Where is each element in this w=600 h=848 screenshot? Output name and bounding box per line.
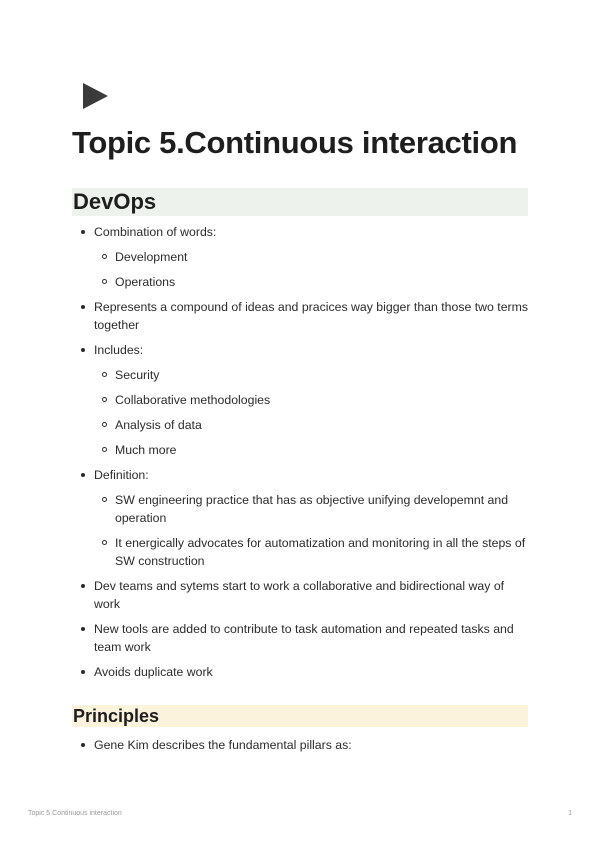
list-item-text: Definition: xyxy=(94,468,149,482)
section-heading-principles: Principles xyxy=(72,705,528,727)
sub-list-item: Development xyxy=(94,248,532,266)
play-triangle-icon xyxy=(80,82,110,110)
list-item-text: Dev teams and sytems start to work a collaborative and bidirectional way of work xyxy=(94,579,505,611)
list-item xyxy=(72,736,532,754)
list-item xyxy=(72,466,532,570)
list-item xyxy=(72,620,532,656)
sub-list-item: Operations xyxy=(94,273,532,291)
principles-list xyxy=(72,736,532,754)
list-item xyxy=(72,223,532,291)
page-number: 1 xyxy=(568,810,572,817)
sub-list-item: Security xyxy=(94,366,532,384)
sub-list-item: Collaborative methodologies xyxy=(94,391,532,409)
sub-list xyxy=(94,491,532,570)
list-item-text: Avoids duplicate work xyxy=(94,665,213,679)
list-item-text: Combination of words: xyxy=(94,225,217,239)
sub-list-item: It energically advocates for automatization and monitoring in all the steps of SW construction xyxy=(94,534,532,570)
page-title: Topic 5.Continuous interaction xyxy=(72,125,518,160)
section-heading-devops: DevOps xyxy=(72,188,528,216)
list-item xyxy=(72,298,532,334)
sub-list-item: Analysis of data xyxy=(94,416,532,434)
list-item-text: Includes: xyxy=(94,343,144,357)
list-item-text: Gene Kim describes the fundamental pillars as: xyxy=(94,738,352,752)
list-item xyxy=(72,577,532,613)
list-item xyxy=(72,663,532,681)
list-item-text: New tools are added to contribute to task automation and repeated tasks and team work xyxy=(94,622,514,654)
list-item xyxy=(72,341,532,459)
list-item-text: Represents a compound of ideas and pracices way bigger than those two terms together xyxy=(94,300,529,332)
devops-list xyxy=(72,223,532,681)
sub-list-item: Much more xyxy=(94,441,532,459)
sub-list xyxy=(94,248,532,291)
sub-list-item: SW engineering practice that has as objective unifying developemnt and operation xyxy=(94,491,532,527)
footer-title: Topic 5.Continuous interaction xyxy=(28,810,122,817)
sub-list xyxy=(94,366,532,459)
